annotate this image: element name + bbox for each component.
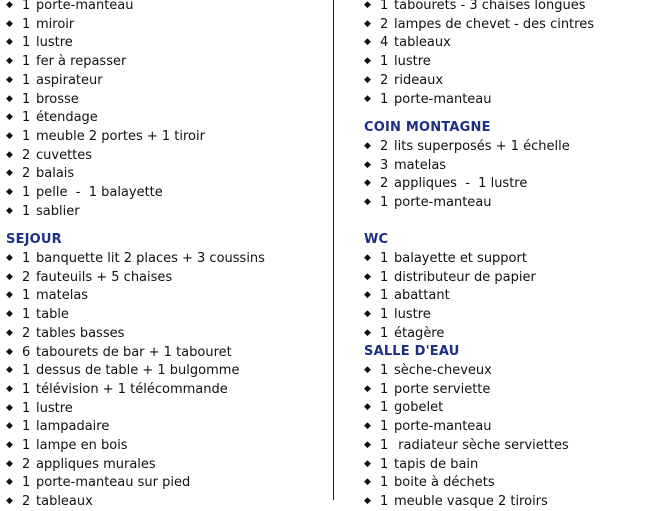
bullet-icon: ◆: [6, 496, 13, 507]
item-label: tabourets de bar + 1 tabouret: [36, 344, 232, 360]
bullet-icon: ◆: [6, 74, 13, 85]
bullet-icon: ◆: [6, 346, 13, 357]
item-label: banquette lit 2 places + 3 coussins: [36, 251, 265, 266]
item-label: miroir: [36, 16, 75, 32]
list-item: [6, 473, 190, 492]
bullet-icon: ◆: [364, 421, 371, 432]
item-quantity: 1: [22, 475, 31, 491]
bullet-icon: ◆: [364, 0, 371, 10]
item-quantity: 4: [380, 35, 389, 51]
item-quantity: 1: [380, 54, 389, 70]
item-label: lustre: [394, 54, 431, 70]
bullet-icon: ◆: [6, 37, 13, 48]
item-label: abattant: [394, 288, 450, 304]
item-quantity: 2: [22, 147, 31, 163]
item-label: porte serviette: [394, 381, 491, 397]
list-item: [364, 473, 495, 492]
list-item: [364, 492, 548, 511]
item-quantity: 2: [22, 494, 31, 510]
item-quantity: 1: [22, 72, 31, 88]
item-label: lustre: [36, 35, 73, 51]
item-label: dessus de table + 1 bulgomme: [36, 363, 240, 379]
item-label: lustre: [394, 307, 431, 323]
bullet-icon: ◆: [6, 56, 13, 67]
bullet-icon: ◆: [6, 402, 13, 413]
item-label: lits superposés + 1 échelle: [394, 139, 570, 154]
item-quantity: 6: [22, 344, 31, 360]
item-label: porte-manteau: [394, 419, 492, 435]
item-quantity: 1: [380, 456, 389, 472]
item-label: étagère: [394, 325, 445, 341]
item-quantity: 1: [22, 91, 31, 107]
item-quantity: 2: [380, 72, 389, 88]
item-label: porte-manteau: [394, 195, 492, 211]
list-item: [6, 343, 232, 362]
item-quantity: 1: [380, 419, 389, 435]
item-quantity: 1: [380, 475, 389, 491]
list-item: [364, 249, 527, 268]
item-quantity: 1: [380, 195, 389, 211]
list-item: [6, 417, 109, 436]
list-item: [6, 71, 103, 90]
bullet-icon: ◆: [364, 495, 371, 506]
item-label: aspirateur: [36, 72, 103, 88]
bullet-icon: ◆: [364, 159, 371, 170]
item-quantity: 1: [380, 381, 389, 397]
list-item: [364, 268, 536, 287]
bullet-icon: ◆: [6, 327, 13, 338]
bullet-icon: ◆: [6, 271, 13, 282]
item-quantity: 1: [380, 0, 389, 13]
item-quantity: 1: [22, 110, 31, 126]
bullet-icon: ◆: [364, 402, 371, 413]
section-title-coin-montagne: COIN MONTAGNE: [364, 120, 491, 135]
list-item: [364, 380, 490, 399]
item-label: porte-manteau sur pied: [36, 475, 191, 491]
bullet-icon: ◆: [364, 197, 371, 208]
item-quantity: 2: [380, 176, 389, 192]
bullet-icon: ◆: [6, 383, 13, 394]
list-item: [6, 324, 124, 343]
bullet-icon: ◆: [364, 327, 371, 338]
bullet-icon: ◆: [6, 440, 13, 450]
item-label: brosse: [36, 91, 79, 107]
column-divider: [333, 0, 334, 500]
item-quantity: 1: [22, 128, 31, 144]
item-quantity: 2: [22, 325, 31, 341]
list-item: [6, 249, 265, 268]
item-label: fauteuils + 5 chaises: [36, 269, 173, 285]
item-label: radiateur sèche serviettes: [394, 437, 569, 453]
item-label: lustre: [36, 400, 73, 416]
list-item: [6, 380, 228, 399]
item-quantity: 1: [380, 437, 389, 453]
bullet-icon: ◆: [364, 37, 371, 48]
item-quantity: 1: [380, 400, 389, 416]
item-quantity: 1: [22, 419, 31, 435]
bullet-icon: ◆: [6, 477, 13, 488]
bullet-icon: ◆: [364, 56, 371, 67]
list-item: [6, 52, 126, 71]
list-item: [6, 202, 80, 221]
bullet-icon: ◆: [6, 290, 13, 301]
bullet-icon: ◆: [6, 130, 13, 141]
bullet-icon: ◆: [364, 93, 371, 104]
bullet-icon: ◆: [364, 458, 371, 469]
item-quantity: 1: [380, 251, 389, 266]
bullet-icon: ◆: [6, 421, 13, 432]
bullet-icon: ◆: [6, 93, 13, 104]
item-label: pelle - 1 balayette: [36, 185, 163, 200]
item-label: lampes de chevet - des cintres: [394, 16, 594, 32]
bullet-icon: ◆: [364, 178, 371, 189]
bullet-icon: ◆: [6, 112, 13, 123]
item-quantity: 1: [22, 203, 31, 219]
bullet-icon: ◆: [364, 365, 371, 375]
bullet-icon: ◆: [6, 365, 13, 376]
item-label: tableaux: [394, 35, 451, 51]
list-item: [364, 174, 527, 193]
list-item: [364, 90, 492, 109]
item-quantity: 1: [380, 288, 389, 304]
list-item: [364, 33, 451, 52]
list-item: [6, 183, 163, 202]
bullet-icon: ◆: [364, 477, 371, 488]
list-item: [6, 492, 93, 511]
list-item: [6, 286, 88, 305]
item-label: matelas: [36, 288, 89, 304]
item-quantity: 1: [22, 185, 31, 200]
list-item: [364, 286, 450, 305]
item-quantity: 2: [380, 139, 389, 154]
bullet-icon: ◆: [364, 309, 371, 320]
list-item: [6, 146, 92, 165]
bullet-icon: ◆: [6, 18, 13, 29]
bullet-icon: ◆: [6, 309, 13, 320]
item-quantity: 2: [380, 16, 389, 32]
list-item: [364, 156, 446, 175]
item-label: fer à repasser: [36, 54, 127, 70]
item-quantity: 1: [22, 438, 31, 453]
item-label: sèche-cheveux: [394, 363, 492, 378]
item-quantity: 1: [22, 363, 31, 379]
item-quantity: 1: [380, 269, 389, 285]
item-label: tabourets - 3 chaises longues: [394, 0, 586, 13]
item-label: étendage: [36, 110, 98, 126]
item-label: table: [36, 307, 69, 323]
item-label: lampadaire: [36, 419, 110, 435]
item-quantity: 1: [380, 363, 389, 378]
list-item: [6, 436, 128, 455]
item-quantity: 1: [380, 91, 389, 107]
list-item: [6, 108, 98, 127]
list-item: [6, 164, 74, 183]
item-label: meuble 2 portes + 1 tiroir: [36, 128, 205, 144]
bullet-icon: ◆: [6, 205, 13, 216]
item-label: appliques - 1 lustre: [394, 176, 528, 192]
item-label: porte-manteau: [394, 91, 492, 107]
list-item: [6, 305, 69, 324]
bullet-icon: ◆: [364, 383, 371, 394]
list-item: [364, 398, 443, 417]
item-label: appliques murales: [36, 456, 156, 472]
list-item: [6, 268, 172, 287]
item-quantity: 2: [22, 166, 31, 182]
item-label: balayette et support: [394, 251, 527, 266]
item-quantity: 1: [22, 400, 31, 416]
bullet-icon: ◆: [364, 253, 371, 263]
list-item: [364, 324, 444, 343]
list-item: [364, 71, 443, 90]
section-title-sejour: SEJOUR: [6, 232, 62, 247]
item-label: porte-manteau: [36, 0, 134, 13]
bullet-icon: ◆: [364, 439, 371, 450]
bullet-icon: ◆: [6, 253, 13, 263]
item-label: balais: [36, 166, 75, 182]
list-item: [364, 52, 431, 71]
bullet-icon: ◆: [364, 290, 371, 301]
item-label: rideaux: [394, 72, 444, 88]
item-label: cuvettes: [36, 147, 93, 163]
item-quantity: 1: [22, 288, 31, 304]
item-quantity: 1: [22, 54, 31, 70]
bullet-icon: ◆: [364, 271, 371, 282]
list-item: [6, 15, 74, 34]
list-item: [6, 127, 205, 146]
bullet-icon: ◆: [364, 18, 371, 29]
list-item: [6, 0, 134, 15]
bullet-icon: ◆: [6, 0, 13, 10]
item-quantity: 1: [22, 35, 31, 51]
bullet-icon: ◆: [6, 187, 13, 197]
list-item: [6, 455, 156, 474]
item-label: tables basses: [36, 325, 125, 341]
item-quantity: 2: [22, 456, 31, 472]
item-label: meuble vasque 2 tiroirs: [394, 493, 548, 509]
list-item: [364, 361, 492, 380]
list-item: [364, 305, 431, 324]
item-label: tableaux: [36, 494, 93, 510]
list-item: [6, 399, 73, 418]
item-quantity: 1: [380, 307, 389, 323]
list-item: [364, 455, 478, 474]
item-label: matelas: [394, 157, 447, 173]
item-label: lampe en bois: [36, 438, 128, 453]
item-label: distributeur de papier: [394, 269, 536, 285]
item-quantity: 2: [22, 269, 31, 285]
list-item: [364, 0, 586, 15]
item-quantity: 1: [380, 325, 389, 341]
bullet-icon: ◆: [6, 168, 13, 179]
item-quantity: 1: [22, 16, 31, 32]
list-item: [364, 193, 492, 212]
item-label: tapis de bain: [394, 456, 479, 472]
item-label: sablier: [36, 203, 80, 219]
item-label: gobelet: [394, 400, 444, 416]
list-item: [6, 33, 73, 52]
item-quantity: 1: [22, 0, 31, 13]
item-quantity: 1: [22, 307, 31, 323]
list-item: [364, 137, 570, 156]
bullet-icon: ◆: [364, 74, 371, 85]
item-label: télévision + 1 télécommande: [36, 381, 228, 397]
list-item: [6, 361, 239, 380]
item-quantity: 1: [380, 493, 389, 509]
bullet-icon: ◆: [6, 149, 13, 160]
item-quantity: 1: [22, 381, 31, 397]
section-title-salle-eau: SALLE D'EAU: [364, 344, 460, 359]
list-item: [364, 436, 569, 455]
list-item: [364, 15, 594, 34]
item-quantity: 1: [22, 251, 31, 266]
bullet-icon: ◆: [6, 458, 13, 469]
list-item: [364, 417, 492, 436]
item-quantity: 3: [380, 157, 389, 173]
item-label: boite à déchets: [394, 475, 495, 491]
section-title-wc: WC: [364, 232, 389, 247]
bullet-icon: ◆: [364, 141, 371, 151]
list-item: [6, 90, 79, 109]
